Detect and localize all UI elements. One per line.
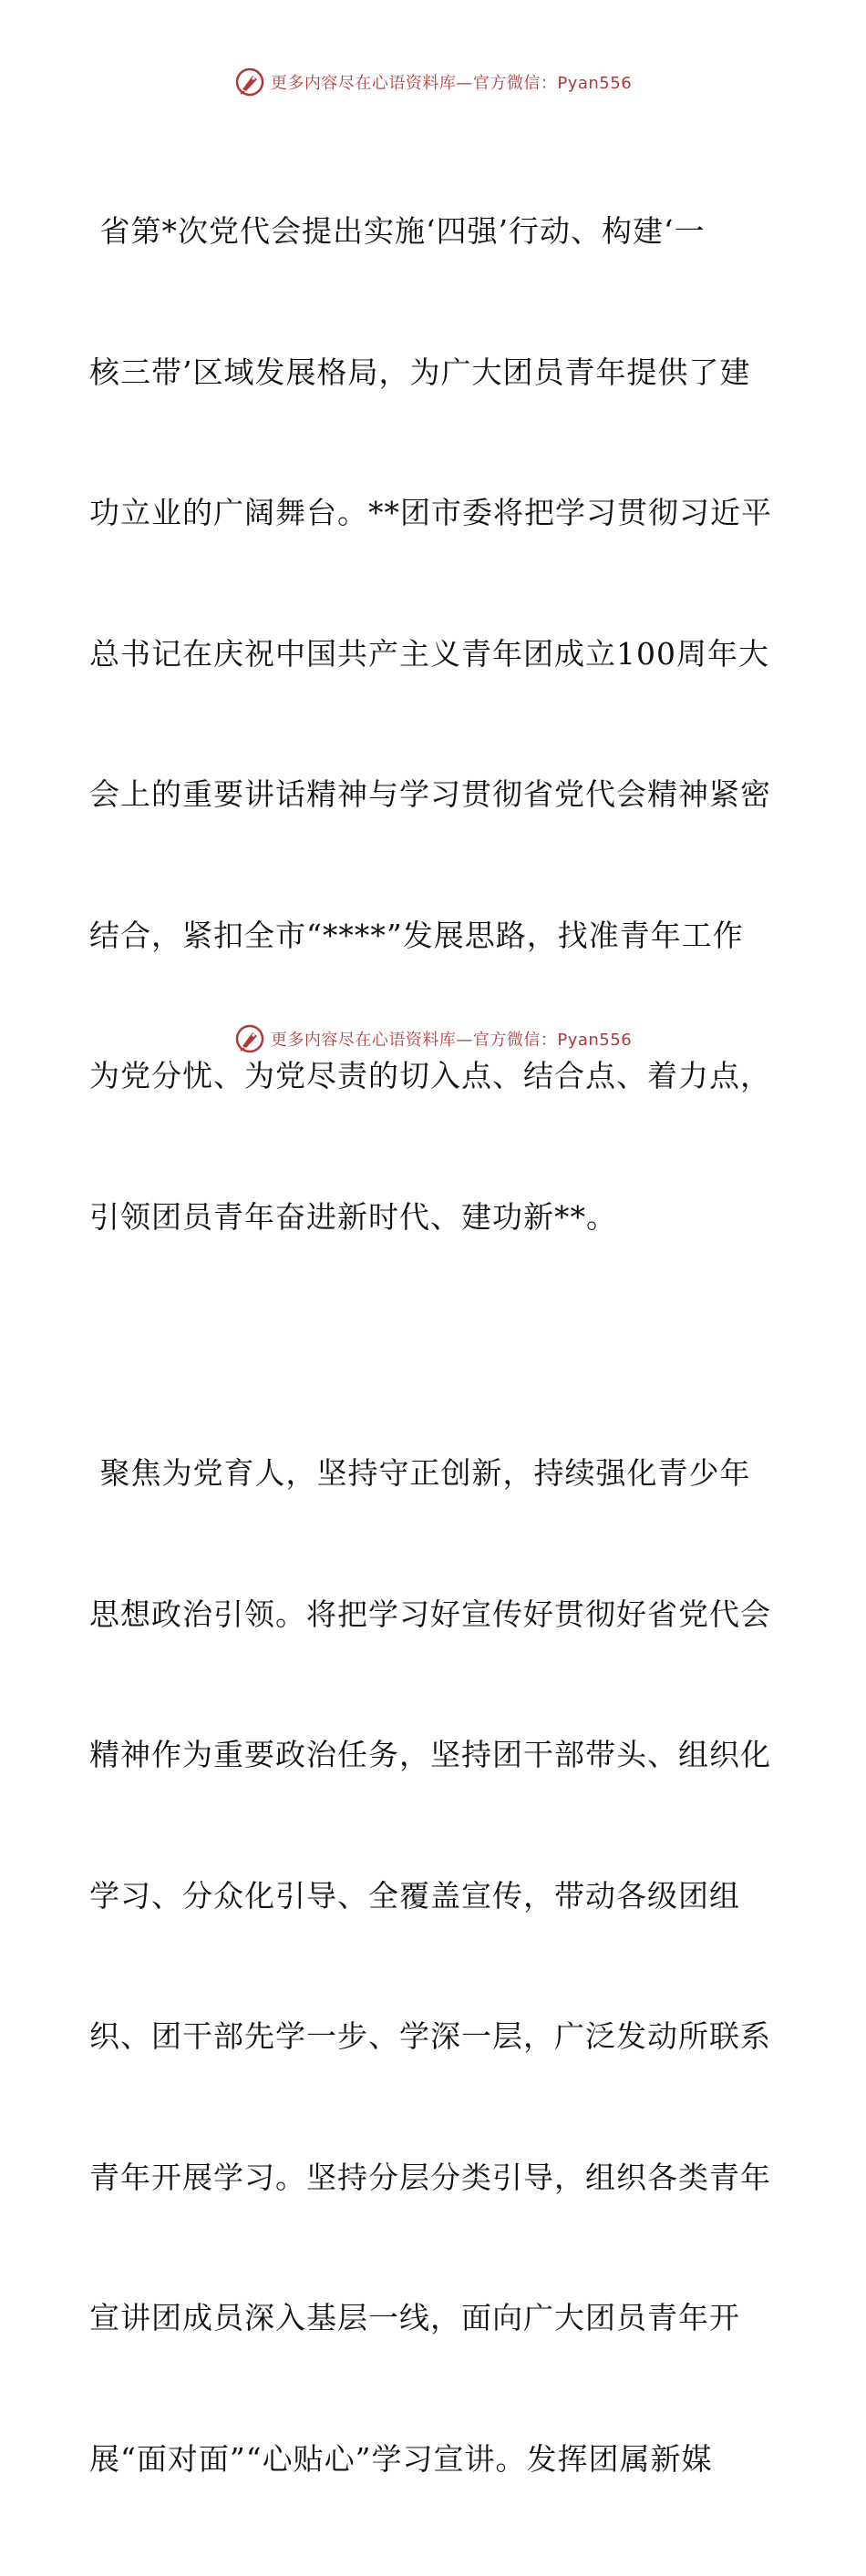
paragraph-1 <box>89 114 782 1334</box>
text-line: 聚焦为党育人，坚持守正创新，持续强化青少年 <box>89 1455 751 1491</box>
text-line: 引领团员青年奋进新时代、建功新**。 <box>89 1198 617 1235</box>
text-line: 学习、分众化引导、全覆盖宣传，带动各级团组 <box>89 1877 740 1914</box>
text-line: 核三带’区域发展格局，为广大团员青年提供了建 <box>89 354 751 390</box>
text-line: 思想政治引领。将把学习好宣传好贯彻好省党代会 <box>89 1596 771 1632</box>
text-line: 结合，紧扣全市“****”发展思路，找准青年工作 <box>89 917 744 953</box>
text-line: 总书记在庆祝中国共产主义青年团成立100周年大 <box>89 635 769 672</box>
header-watermark <box>0 64 866 100</box>
document-body <box>89 114 782 2576</box>
pen-nib-circle-logo-icon <box>234 67 265 97</box>
text-line: 青年开展学习。坚持分层分类引导，组织各类青年 <box>89 2159 771 2195</box>
text-line: 展“面对面”“心贴心”学习宣讲。发挥团属新媒 <box>89 2440 713 2477</box>
text-line: 宣讲团成员深入基层一线，面向广大团员青年开 <box>89 2300 740 2335</box>
watermark-text: 更多内容尽在心语资料库—官方微信：Pyan556 <box>270 74 633 93</box>
watermark-text: 更多内容尽在心语资料库—官方微信：Pyan556 <box>270 1031 633 1050</box>
text-line: 精神作为重要政治任务，坚持团干部带头、组织化 <box>89 1737 771 1772</box>
pen-nib-circle-logo-icon <box>234 1023 265 1054</box>
paragraph-2 <box>89 1356 782 2576</box>
text-line: 会上的重要讲话精神与学习贯彻省党代会精神紧密 <box>89 776 771 812</box>
text-line: 为党分忧、为党尽责的切入点、结合点、着力点， <box>89 1058 771 1093</box>
text-line: 功立业的广阔舞台。**团市委将把学习贯彻习近平 <box>89 495 772 530</box>
footer-watermark <box>0 1021 866 1057</box>
text-line: 织、团干部先学一步、学深一层，广泛发动所联系 <box>89 2018 771 2054</box>
text-line: 省第*次党代会提出实施‘四强’行动、构建‘一 <box>89 213 706 249</box>
